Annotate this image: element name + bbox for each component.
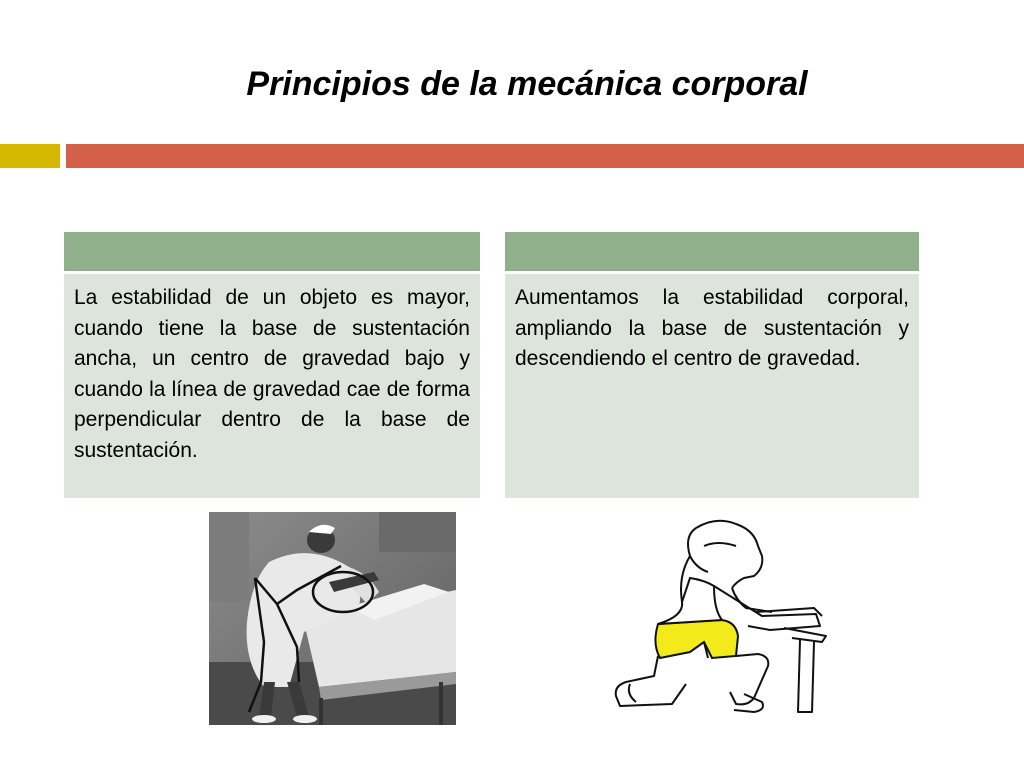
column-left-header	[64, 232, 480, 271]
column-left-text: La estabilidad de un objeto es mayor, cuando tiene la base de sustentación ancha, un centro de gravedad bajo y cuando la línea de gravedad cae de forma perpendicular dentro de la base de sustentación.	[64, 274, 480, 498]
column-right	[505, 232, 919, 498]
column-right-text: Aumentamos la estabilidad corporal, ampliando la base de sustentación y descendiendo el centro de gravedad.	[505, 274, 919, 498]
kneeling-person-drawing	[586, 516, 848, 722]
nurse-bending-photo	[209, 512, 456, 725]
column-left	[64, 232, 480, 498]
slide-title: Principios de la mecánica corporal	[246, 65, 808, 103]
accent-bar-red	[66, 144, 1024, 168]
column-right-header	[505, 232, 919, 271]
accent-bar-yellow	[0, 144, 60, 168]
